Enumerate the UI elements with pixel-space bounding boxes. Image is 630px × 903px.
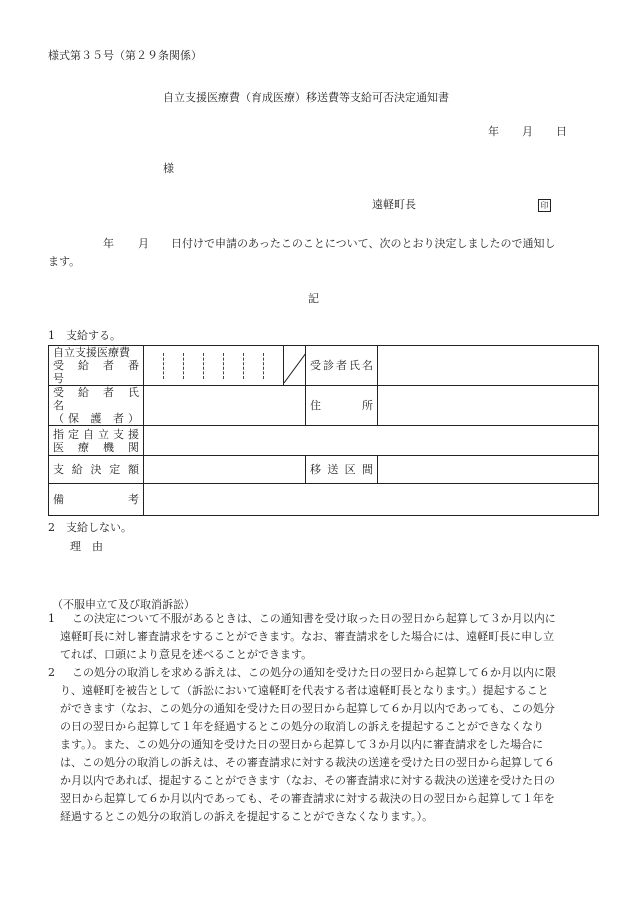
seal-mark bbox=[538, 199, 551, 212]
payment-table bbox=[48, 345, 599, 516]
section-2-heading: 2 支給しない。 bbox=[48, 521, 132, 534]
list-item: 2 この処分の取消しを求める訴えは、この処分の通知を受けた日の翌日から起算して６か月以内に限 り、遠軽町を被告として（訴訟において遠軽町を代表する者は遠軽町長となります。）提起すること ができます（なお、この処分の通知を受けた日の翌日から起算して６か月以内であっても、この処分 の日の翌日から起算して１年を経過するとこの処分の取消しの訴えを提起することができなくなり ます。）。また、この処分の通知を受けた日の翌日から起算して３か月以内に審査請求をした場合に は、この処分の取消しの訴えは、その審査請求に対する裁決の送達を受けた日の翌日から起算して６ か月以内であれば、提起することができます（なお、その審査請求に対する裁決の送達を受けた日の 翌日から起算して６か月以内であっても、その審査請求に対する裁決の日の翌日から起算して１年を 経過するとこの処分の取消しの訴えを提起することができなくなります。）。 bbox=[48, 666, 556, 823]
addressee-honorific: 様 bbox=[163, 162, 174, 175]
route-field[interactable] bbox=[378, 456, 599, 484]
intro-month: 月 bbox=[138, 237, 149, 250]
date-month: 月 bbox=[522, 125, 533, 138]
date-line bbox=[488, 126, 567, 137]
patient-name-label: 受診者氏名 bbox=[306, 346, 378, 386]
list-item: 1 この決定について不服があるときは、この通知書を受け取った日の翌日から起算して３か月以内に 遠軽町長に対し審査請求をすることができます。なお、審査請求をした場合には、遠軽町長に申し立 てれば、口頭により意見を述べることができます。 bbox=[48, 612, 556, 661]
facility-field[interactable] bbox=[144, 426, 599, 456]
table-row bbox=[49, 386, 599, 426]
reason-label: 理 由 bbox=[70, 540, 103, 553]
intro-year: 年 bbox=[103, 237, 114, 250]
seal-stamp: 印 bbox=[538, 199, 551, 212]
address-label: 住 所 bbox=[306, 386, 378, 426]
issuer-name: 遠軽町長 bbox=[372, 198, 416, 211]
date-day: 日 bbox=[556, 125, 567, 138]
recipient-name-field[interactable] bbox=[144, 386, 306, 426]
ki-heading: 記 bbox=[308, 292, 319, 305]
amount-label: 支給決定額 bbox=[49, 456, 144, 484]
table-row bbox=[49, 484, 599, 516]
patient-name-field[interactable] bbox=[378, 346, 599, 386]
appeal-heading: （不服申立て及び取消訴訟） bbox=[52, 598, 195, 611]
recipient-number-boxes[interactable] bbox=[144, 346, 284, 386]
table-row bbox=[49, 346, 599, 386]
table-row bbox=[49, 426, 599, 456]
appeal-list bbox=[48, 610, 588, 826]
recipient-number-diagonal bbox=[284, 346, 306, 386]
table-row bbox=[49, 456, 599, 484]
recipient-name-label: 受 給 者 氏 名 （ 保 護 者 ） bbox=[49, 386, 144, 426]
facility-label: 指定自立支援 医 療 機 関 bbox=[49, 426, 144, 456]
intro-line-2: ます。 bbox=[48, 255, 81, 268]
intro-line-1 bbox=[48, 238, 588, 249]
address-field[interactable] bbox=[378, 386, 599, 426]
section-1-heading: 1 支給する。 bbox=[48, 329, 121, 342]
document-title: 自立支援医療費（育成医療）移送費等支給可否決定通知書 bbox=[163, 91, 449, 104]
amount-field[interactable] bbox=[144, 456, 306, 484]
intro-text: 日付けで申請のあったこのことについて、次のとおり決定しましたので通知し bbox=[171, 237, 556, 250]
remarks-field[interactable] bbox=[144, 484, 599, 516]
form-number: 様式第３５号（第２９条関係） bbox=[48, 49, 202, 62]
route-label: 移送区間 bbox=[306, 456, 378, 484]
date-year: 年 bbox=[488, 125, 499, 138]
recipient-number-label: 自立支援医療費 受 給 者 番 号 bbox=[49, 346, 144, 386]
remarks-label: 備 考 bbox=[49, 484, 144, 516]
